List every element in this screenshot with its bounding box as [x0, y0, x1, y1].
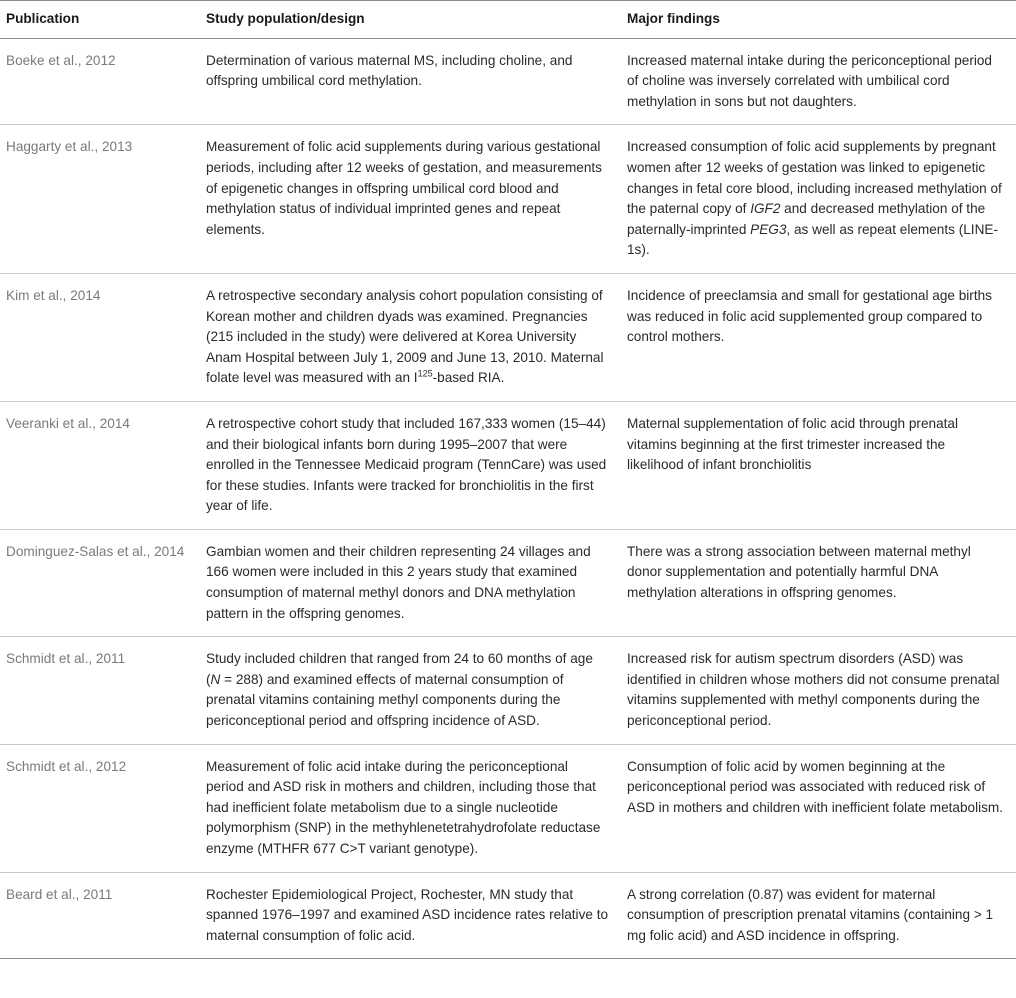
- design-cell: Measurement of folic acid supplements during various gestational periods, including after 12 weeks of gestation, and measurements of epigenetic changes in offspring umbilical cord blood and methylation status of individual imprinted genes and repeat elements.: [200, 125, 621, 274]
- publication-cell: Haggarty et al., 2013: [0, 125, 200, 274]
- design-text: = 288) and examined effects of maternal consumption of prenatal vitamins containing methyl components during the periconceptional period and offspring incidence of ASD.: [206, 671, 564, 729]
- table-row: [0, 529, 1016, 636]
- design-cell: Measurement of folic acid intake during the periconceptional period and ASD risk in mothers and children, including those that had inefficient folate metabolism due to a single nucleotide polymorphism (SNP) in the methyhlenetetrahydrofolate reductase enzyme (MTHFR 677 C>T variant genotype).: [200, 744, 621, 872]
- publication-cell: Beard et al., 2011: [0, 872, 200, 959]
- design-text: Study included children that ranged from 24 to 60 months of age (: [206, 651, 593, 687]
- sample-size-symbol: N: [210, 671, 221, 687]
- header-publication: Publication: [0, 1, 200, 39]
- design-cell: Determination of various maternal MS, including choline, and offspring umbilical cord methylation.: [200, 38, 621, 125]
- publication-cell: Schmidt et al., 2012: [0, 744, 200, 872]
- header-row: [0, 1, 1016, 39]
- publication-cell: Boeke et al., 2012: [0, 38, 200, 125]
- design-cell: A retrospective cohort study that included 167,333 women (15–44) and their biological infants born during 1995–2007 that were enrolled in the Tennessee Medicaid program (TennCare) was used for these studies. Infants were tracked for bronchiolitis in the first year of life.: [200, 401, 621, 529]
- gene-name-igf2: IGF2: [750, 201, 781, 217]
- superscript: 125: [417, 368, 433, 379]
- publication-cell: Schmidt et al., 2011: [0, 637, 200, 744]
- findings-cell: Maternal supplementation of folic acid through prenatal vitamins beginning at the first trimester increased the likelihood of infant bronchiolitis: [621, 401, 1016, 529]
- table-row: [0, 744, 1016, 872]
- design-text: -based RIA.: [432, 370, 505, 386]
- table-row: [0, 637, 1016, 744]
- table-row: [0, 872, 1016, 959]
- findings-text: , as well as repeat elements (LINE-1s).: [627, 221, 998, 258]
- design-cell: Gambian women and their children representing 24 villages and 166 women were included in this 2 years study that examined consumption of maternal methyl donors and DNA methylation pattern in the offspring genomes.: [200, 529, 621, 636]
- design-cell: [200, 273, 621, 401]
- findings-cell: Increased maternal intake during the periconceptional period of choline was inversely correlated with umbilical cord methylation in sons but not daughters.: [621, 38, 1016, 125]
- findings-text: Increased consumption of folic acid supplements by pregnant women after 12 weeks of gestation was linked to epigenetic changes in fetal core blood, including increased methylation of the paternal copy of: [627, 139, 1002, 217]
- publication-cell: Veeranki et al., 2014: [0, 401, 200, 529]
- design-cell: Rochester Epidemiological Project, Rochester, MN study that spanned 1976–1997 and examined ASD incidence rates relative to maternal consumption of folic acid.: [200, 872, 621, 959]
- findings-text: and decreased methylation of the paternally-imprinted: [627, 201, 986, 237]
- header-study-design: Study population/design: [200, 1, 621, 39]
- findings-cell: There was a strong association between maternal methyl donor supplementation and potentially harmful DNA methylation alterations in offspring genomes.: [621, 529, 1016, 636]
- table-row: [0, 125, 1016, 274]
- design-cell: [200, 637, 621, 744]
- design-text: A retrospective secondary analysis cohort population consisting of Korean mother and children dyads was examined. Pregnancies (215 included in the study) were delivered at Korea University Anam Hospital between July 1, 2009 and June 13, 2010. Maternal folate level was measured with an I: [206, 287, 604, 386]
- header-major-findings: Major findings: [621, 1, 1016, 39]
- findings-cell: [621, 125, 1016, 274]
- table-row: [0, 273, 1016, 401]
- findings-cell: Increased risk for autism spectrum disorders (ASD) was identified in children whose mothers did not consume prenatal vitamins supplemented with methyl components during the periconceptional period.: [621, 637, 1016, 744]
- publication-cell: Kim et al., 2014: [0, 273, 200, 401]
- findings-cell: Incidence of preeclamsia and small for gestational age births was reduced in folic acid supplemented group compared to control mothers.: [621, 273, 1016, 401]
- findings-cell: Consumption of folic acid by women beginning at the periconceptional period was associated with reduced risk of ASD in mothers and children with inefficient folate metabolism.: [621, 744, 1016, 872]
- table-row: [0, 38, 1016, 125]
- findings-cell: A strong correlation (0.87) was evident for maternal consumption of prescription prenatal vitamins (containing > 1 mg folic acid) and ASD incidence in offspring.: [621, 872, 1016, 959]
- table-row: [0, 401, 1016, 529]
- gene-name-peg3: PEG3: [750, 221, 787, 237]
- publication-cell: Dominguez-Salas et al., 2014: [0, 529, 200, 636]
